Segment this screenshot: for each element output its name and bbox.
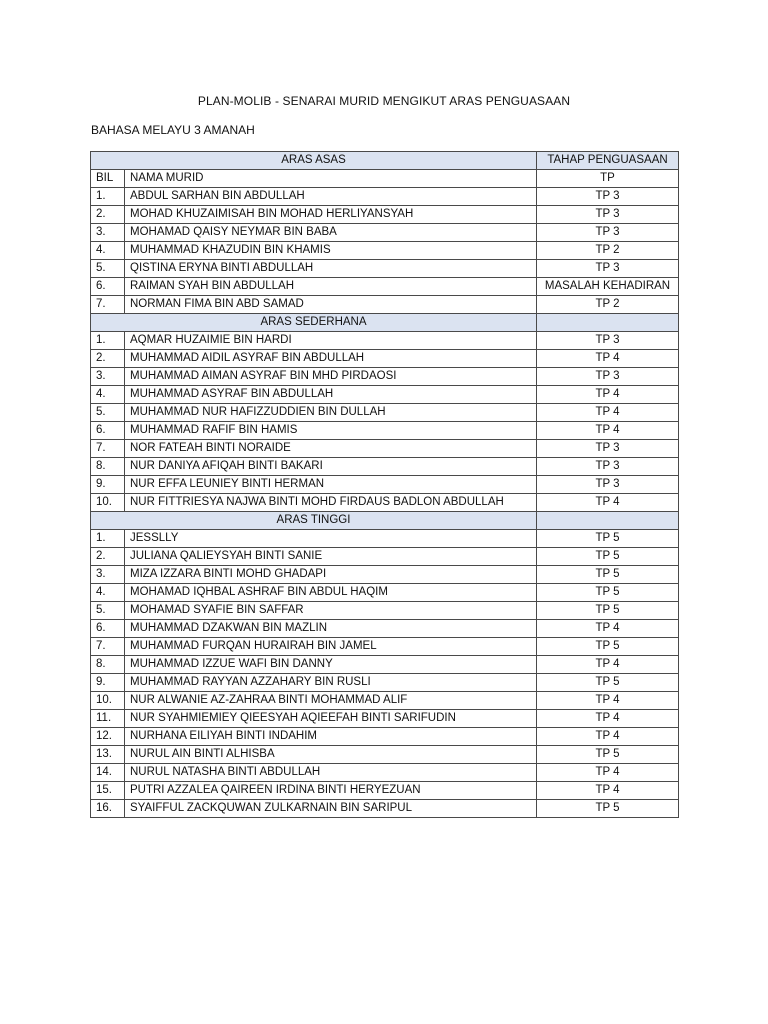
row-number: 8. bbox=[91, 656, 125, 674]
document-title: PLAN-MOLIB - SENARAI MURID MENGIKUT ARAS PENGUASAAN bbox=[197, 94, 571, 108]
table-row bbox=[91, 566, 679, 584]
table-body bbox=[91, 152, 679, 818]
table-row bbox=[91, 764, 679, 782]
mastery-level: TP 4 bbox=[537, 656, 679, 674]
student-name: MUHAMMAD RAYYAN AZZAHARY BIN RUSLI bbox=[125, 674, 537, 692]
student-name: AQMAR HUZAIMIE BIN HARDI bbox=[125, 332, 537, 350]
mastery-level: TP 5 bbox=[537, 638, 679, 656]
table-row bbox=[91, 692, 679, 710]
section-empty-cell bbox=[537, 512, 679, 530]
table-row bbox=[91, 260, 679, 278]
table-row bbox=[91, 548, 679, 566]
row-number: 6. bbox=[91, 620, 125, 638]
student-name: PUTRI AZZALEA QAIREEN IRDINA BINTI HERYEZUAN bbox=[125, 782, 537, 800]
column-header-bil: BIL bbox=[91, 170, 125, 188]
row-number: 11. bbox=[91, 710, 125, 728]
student-name: NUR FITTRIESYA NAJWA BINTI MOHD FIRDAUS BADLON ABDULLAH bbox=[125, 494, 537, 512]
table-row bbox=[91, 728, 679, 746]
row-number: 15. bbox=[91, 782, 125, 800]
section-header-row bbox=[91, 314, 679, 332]
mastery-level: TP 3 bbox=[537, 440, 679, 458]
row-number: 4. bbox=[91, 386, 125, 404]
student-name: NUR ALWANIE AZ-ZAHRAA BINTI MOHAMMAD ALIF bbox=[125, 692, 537, 710]
table-row bbox=[91, 296, 679, 314]
row-number: 5. bbox=[91, 260, 125, 278]
table-row bbox=[91, 332, 679, 350]
table-row bbox=[91, 746, 679, 764]
mastery-level: TP 5 bbox=[537, 800, 679, 818]
student-name: MUHAMMAD IZZUE WAFI BIN DANNY bbox=[125, 656, 537, 674]
row-number: 9. bbox=[91, 476, 125, 494]
mastery-level: TP 3 bbox=[537, 368, 679, 386]
mastery-level: TP 4 bbox=[537, 422, 679, 440]
table-row bbox=[91, 440, 679, 458]
table-row bbox=[91, 350, 679, 368]
student-name: MUHAMMAD ASYRAF BIN ABDULLAH bbox=[125, 386, 537, 404]
row-number: 13. bbox=[91, 746, 125, 764]
student-name: NOR FATEAH BINTI NORAIDE bbox=[125, 440, 537, 458]
student-name: NURUL AIN BINTI ALHISBA bbox=[125, 746, 537, 764]
student-name: SYAIFFUL ZACKQUWAN ZULKARNAIN BIN SARIPUL bbox=[125, 800, 537, 818]
row-number: 7. bbox=[91, 296, 125, 314]
student-name: MUHAMMAD AIMAN ASYRAF BIN MHD PIRDAOSI bbox=[125, 368, 537, 386]
mastery-level: TP 4 bbox=[537, 782, 679, 800]
section-label: ARAS ASAS bbox=[91, 152, 537, 170]
mastery-level: TP 4 bbox=[537, 404, 679, 422]
table-row bbox=[91, 458, 679, 476]
mastery-level: TP 3 bbox=[537, 260, 679, 278]
student-name: MOHAMAD IQHBAL ASHRAF BIN ABDUL HAQIM bbox=[125, 584, 537, 602]
row-number: 9. bbox=[91, 674, 125, 692]
row-number: 10. bbox=[91, 494, 125, 512]
table-row bbox=[91, 584, 679, 602]
student-name: QISTINA ERYNA BINTI ABDULLAH bbox=[125, 260, 537, 278]
section-header-row bbox=[91, 512, 679, 530]
row-number: 16. bbox=[91, 800, 125, 818]
mastery-level: TP 4 bbox=[537, 728, 679, 746]
student-name: NUR EFFA LEUNIEY BINTI HERMAN bbox=[125, 476, 537, 494]
row-number: 7. bbox=[91, 440, 125, 458]
mastery-level: TP 5 bbox=[537, 584, 679, 602]
student-name: JULIANA QALIEYSYAH BINTI SANIE bbox=[125, 548, 537, 566]
student-name: MUHAMMAD AIDIL ASYRAF BIN ABDULLAH bbox=[125, 350, 537, 368]
mastery-level: TP 3 bbox=[537, 458, 679, 476]
mastery-level: TP 5 bbox=[537, 566, 679, 584]
mastery-level: TP 4 bbox=[537, 494, 679, 512]
student-name: ABDUL SARHAN BIN ABDULLAH bbox=[125, 188, 537, 206]
table-row bbox=[91, 674, 679, 692]
table-row bbox=[91, 710, 679, 728]
table-row bbox=[91, 206, 679, 224]
mastery-level: TP 4 bbox=[537, 386, 679, 404]
table-row bbox=[91, 368, 679, 386]
row-number: 10. bbox=[91, 692, 125, 710]
row-number: 12. bbox=[91, 728, 125, 746]
column-header-tahap: TAHAP PENGUASAAN bbox=[537, 152, 679, 170]
row-number: 5. bbox=[91, 404, 125, 422]
student-name: NUR DANIYA AFIQAH BINTI BAKARI bbox=[125, 458, 537, 476]
row-number: 7. bbox=[91, 638, 125, 656]
student-name: MUHAMMAD DZAKWAN BIN MAZLIN bbox=[125, 620, 537, 638]
column-header-tp: TP bbox=[537, 170, 679, 188]
table-row bbox=[91, 800, 679, 818]
row-number: 3. bbox=[91, 368, 125, 386]
row-number: 5. bbox=[91, 602, 125, 620]
mastery-level: TP 4 bbox=[537, 692, 679, 710]
student-name: MUHAMMAD KHAZUDIN BIN KHAMIS bbox=[125, 242, 537, 260]
table-row bbox=[91, 404, 679, 422]
mastery-level: TP 5 bbox=[537, 746, 679, 764]
row-number: 4. bbox=[91, 242, 125, 260]
table-row bbox=[91, 494, 679, 512]
row-number: 3. bbox=[91, 566, 125, 584]
column-header-row bbox=[91, 170, 679, 188]
row-number: 2. bbox=[91, 206, 125, 224]
mastery-level: TP 4 bbox=[537, 350, 679, 368]
mastery-level: TP 3 bbox=[537, 206, 679, 224]
mastery-level: TP 3 bbox=[537, 188, 679, 206]
mastery-level: MASALAH KEHADIRAN bbox=[537, 278, 679, 296]
class-name: BAHASA MELAYU 3 AMANAH bbox=[91, 123, 255, 137]
student-name: NURHANA EILIYAH BINTI INDAHIM bbox=[125, 728, 537, 746]
mastery-level: TP 5 bbox=[537, 674, 679, 692]
mastery-level: TP 5 bbox=[537, 548, 679, 566]
section-header-row bbox=[91, 152, 679, 170]
table-row bbox=[91, 656, 679, 674]
table-row bbox=[91, 242, 679, 260]
student-name: NUR SYAHMIEMIEY QIEESYAH AQIEEFAH BINTI SARIFUDIN bbox=[125, 710, 537, 728]
table-row bbox=[91, 278, 679, 296]
row-number: 6. bbox=[91, 422, 125, 440]
student-name: MUHAMMAD NUR HAFIZZUDDIEN BIN DULLAH bbox=[125, 404, 537, 422]
table-row bbox=[91, 530, 679, 548]
table-row bbox=[91, 620, 679, 638]
table-row bbox=[91, 188, 679, 206]
mastery-level: TP 4 bbox=[537, 620, 679, 638]
student-name: MOHAD KHUZAIMISAH BIN MOHAD HERLIYANSYAH bbox=[125, 206, 537, 224]
row-number: 1. bbox=[91, 530, 125, 548]
student-name: MUHAMMAD RAFIF BIN HAMIS bbox=[125, 422, 537, 440]
student-name: MOHAMAD SYAFIE BIN SAFFAR bbox=[125, 602, 537, 620]
table-row bbox=[91, 782, 679, 800]
table-row bbox=[91, 224, 679, 242]
table-row bbox=[91, 638, 679, 656]
table-row bbox=[91, 386, 679, 404]
mastery-level: TP 2 bbox=[537, 242, 679, 260]
mastery-level: TP 5 bbox=[537, 530, 679, 548]
student-mastery-table bbox=[90, 151, 679, 818]
table-row bbox=[91, 602, 679, 620]
mastery-level: TP 3 bbox=[537, 476, 679, 494]
row-number: 3. bbox=[91, 224, 125, 242]
row-number: 1. bbox=[91, 188, 125, 206]
section-empty-cell bbox=[537, 314, 679, 332]
row-number: 2. bbox=[91, 350, 125, 368]
mastery-level: TP 2 bbox=[537, 296, 679, 314]
row-number: 14. bbox=[91, 764, 125, 782]
mastery-level: TP 3 bbox=[537, 332, 679, 350]
row-number: 6. bbox=[91, 278, 125, 296]
row-number: 8. bbox=[91, 458, 125, 476]
mastery-level: TP 4 bbox=[537, 764, 679, 782]
student-name: NORMAN FIMA BIN ABD SAMAD bbox=[125, 296, 537, 314]
table-row bbox=[91, 476, 679, 494]
student-name: RAIMAN SYAH BIN ABDULLAH bbox=[125, 278, 537, 296]
column-header-nama: NAMA MURID bbox=[125, 170, 537, 188]
row-number: 4. bbox=[91, 584, 125, 602]
student-name: MIZA IZZARA BINTI MOHD GHADAPI bbox=[125, 566, 537, 584]
mastery-level: TP 3 bbox=[537, 224, 679, 242]
mastery-level: TP 4 bbox=[537, 710, 679, 728]
row-number: 2. bbox=[91, 548, 125, 566]
student-name: MOHAMAD QAISY NEYMAR BIN BABA bbox=[125, 224, 537, 242]
row-number: 1. bbox=[91, 332, 125, 350]
section-label: ARAS SEDERHANA bbox=[91, 314, 537, 332]
student-name: JESSLLY bbox=[125, 530, 537, 548]
student-name: NURUL NATASHA BINTI ABDULLAH bbox=[125, 764, 537, 782]
mastery-level: TP 5 bbox=[537, 602, 679, 620]
table-row bbox=[91, 422, 679, 440]
section-label: ARAS TINGGI bbox=[91, 512, 537, 530]
student-name: MUHAMMAD FURQAN HURAIRAH BIN JAMEL bbox=[125, 638, 537, 656]
